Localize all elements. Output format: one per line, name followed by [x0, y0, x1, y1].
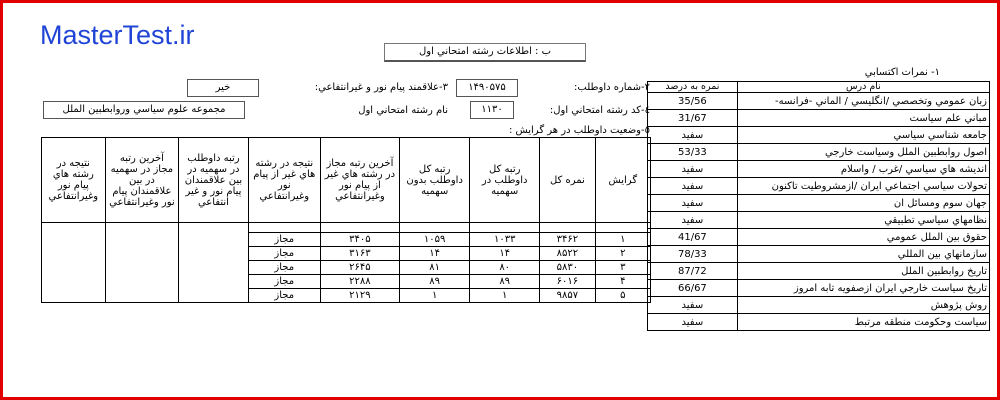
candidate-id-value: ۱۴۹۰۵۷۵	[456, 79, 518, 97]
course-name: تحولات سياسي اجتماعي ايران /ازمشروطيت تاكنون	[737, 178, 989, 195]
ranks-header-cell: گرايش	[595, 138, 650, 223]
rank-cell-rank-nq: ۱۴	[400, 247, 470, 261]
ranks-spacer-row	[42, 223, 651, 233]
grade-row	[648, 246, 990, 263]
course-name: اصول روابطبين الملل وسياست خارجي	[737, 144, 989, 161]
rank-cell-score: ۹۸۵۷	[540, 289, 595, 303]
rank-cell-empty	[179, 289, 249, 303]
course-score: سفيد	[648, 178, 738, 195]
course-score: 41/67	[648, 229, 738, 246]
ranks-header-cell: نمره كل	[540, 138, 595, 223]
rank-row	[42, 261, 651, 275]
rank-cell-empty	[105, 233, 178, 247]
grade-row	[648, 280, 990, 297]
candidate-id-label: ٢-شماره داوطلب:	[574, 82, 650, 93]
grade-row	[648, 127, 990, 144]
course-score: 35/56	[648, 93, 738, 110]
course-name: روش پژوهش	[737, 297, 989, 314]
rank-cell-result: مجاز	[248, 289, 320, 303]
rank-cell-result: مجاز	[248, 247, 320, 261]
course-score: 66/67	[648, 280, 738, 297]
rank-cell-rank-q: ۸۹	[470, 275, 540, 289]
grade-row	[648, 263, 990, 280]
ranks-header-cell: آخرين رتبه مجاز در سهميه در بين علاقمندان پيام نور وغيرانتفاعي	[105, 138, 178, 223]
course-score: 87/72	[648, 263, 738, 280]
rank-cell-rank-q: ۱۴	[470, 247, 540, 261]
course-name: زبان عمومي وتخصصي /انگليسي / الماني -فرانسه-	[737, 93, 989, 110]
grade-row	[648, 144, 990, 161]
course-name: انديشه هاي سياسي /غرب / واسلام	[737, 161, 989, 178]
rank-cell-rank-nq: ۱	[400, 289, 470, 303]
ranks-header-cell: رتبه كل داوطلب بدون سهميه	[400, 138, 470, 223]
course-name: حقوق بين الملل عمومي	[737, 229, 989, 246]
rank-cell-empty	[42, 261, 106, 275]
ranks-header-cell: آخرين رتبه مجاز در رشته هاي غير از پيام نور وغيرانتفاعي	[320, 138, 399, 223]
ranks-header-cell: نتيجه در رشته هاي غير از پيام نور وغيرانتفاعي	[248, 138, 320, 223]
rank-cell-score: ۳۴۶۲	[540, 233, 595, 247]
grades-title: ١- نمرات اكتسابي	[864, 67, 940, 78]
ranks-header-cell: رتبه كل داوطلب در سهميه	[470, 138, 540, 223]
course-name: نظامهاي سياسي تطبيقي	[737, 212, 989, 229]
rank-cell-rank-q: ۸۰	[470, 261, 540, 275]
rank-cell-empty	[179, 233, 249, 247]
ranks-table	[41, 137, 651, 303]
grade-row	[648, 229, 990, 246]
rank-cell-result: مجاز	[248, 275, 320, 289]
rank-cell-empty	[179, 275, 249, 289]
grade-row	[648, 93, 990, 110]
field-name-label: نام رشته امتحاني اول	[358, 105, 448, 116]
course-score: 78/33	[648, 246, 738, 263]
site-watermark: MasterTest.ir	[40, 20, 195, 50]
course-score: 31/67	[648, 110, 738, 127]
rank-row	[42, 275, 651, 289]
course-score: سفيد	[648, 127, 738, 144]
rank-cell-empty	[42, 289, 106, 303]
rank-cell-empty	[42, 275, 106, 289]
rank-cell-empty	[105, 247, 178, 261]
ranks-header-cell: رتبه داوطلب در سهميه در بين علاقمندان پيام نور و غير انتفاعي	[179, 138, 249, 223]
rank-cell-last: ۲۶۴۵	[320, 261, 399, 275]
rank-cell-last: ۲۲۸۸	[320, 275, 399, 289]
rank-row	[42, 289, 651, 303]
field-code-label: ٤-كد رشته امتحاني اول:	[549, 105, 650, 116]
rank-cell-score: ۵۸۳۰	[540, 261, 595, 275]
rank-cell-last: ۳۱۶۳	[320, 247, 399, 261]
rank-cell-g: ۴	[595, 275, 650, 289]
rank-cell-empty	[105, 261, 178, 275]
course-score: سفيد	[648, 195, 738, 212]
rank-cell-empty	[42, 247, 106, 261]
section-title: ب : اطلاعات رشته امتحاني اول	[384, 43, 586, 62]
course-score: 53/33	[648, 144, 738, 161]
rank-cell-empty	[179, 247, 249, 261]
ranks-header-cell: نتيجه در رشته هاي پيام نور وغيرانتفاعي	[42, 138, 106, 223]
rank-cell-g: ۵	[595, 289, 650, 303]
field-code-value: ۱۱۳۰	[470, 101, 514, 119]
course-score: سفيد	[648, 161, 738, 178]
rank-cell-rank-nq: ۸۱	[400, 261, 470, 275]
course-name: تاريخ سياست خارجي ايران ازصفويه تابه امروز	[737, 280, 989, 297]
course-name: مباني علم سياست	[737, 110, 989, 127]
rank-cell-rank-nq: ۱۰۵۹	[400, 233, 470, 247]
grade-row	[648, 178, 990, 195]
rank-cell-score: ۸۵۲۲	[540, 247, 595, 261]
rank-cell-empty	[105, 289, 178, 303]
rank-cell-last: ۳۴۰۵	[320, 233, 399, 247]
course-name: سازمانهاي بين المللي	[737, 246, 989, 263]
course-header: نام درس	[737, 82, 989, 93]
course-name: سياست وحكومت منطقه مرتبط	[737, 314, 989, 331]
course-score: سفيد	[648, 297, 738, 314]
status-label: ٥-وضعيت داوطلب در هر گرايش :	[508, 125, 650, 136]
score-header: نمره به درصد	[648, 82, 738, 93]
rank-cell-score: ۶۰۱۶	[540, 275, 595, 289]
course-score: سفيد	[648, 314, 738, 331]
rank-cell-empty	[42, 233, 106, 247]
rank-cell-rank-q: ۱۰۳۳	[470, 233, 540, 247]
rank-cell-rank-nq: ۸۹	[400, 275, 470, 289]
grade-row	[648, 195, 990, 212]
rank-cell-empty	[105, 275, 178, 289]
rank-cell-g: ۲	[595, 247, 650, 261]
grade-row	[648, 314, 990, 331]
grades-header-row	[648, 82, 990, 93]
rank-cell-g: ۳	[595, 261, 650, 275]
grade-row	[648, 161, 990, 178]
rank-row	[42, 247, 651, 261]
course-score: سفيد	[648, 212, 738, 229]
ranks-header-row	[42, 138, 651, 223]
rank-cell-empty	[179, 261, 249, 275]
rank-cell-result: مجاز	[248, 261, 320, 275]
interest-value: خير	[187, 79, 259, 97]
rank-cell-rank-q: ۱	[470, 289, 540, 303]
rank-row	[42, 233, 651, 247]
rank-cell-g: ۱	[595, 233, 650, 247]
rank-cell-last: ۲۱۲۹	[320, 289, 399, 303]
grades-table	[647, 81, 990, 331]
course-name: جامعه شناسي سياسي	[737, 127, 989, 144]
grade-row	[648, 212, 990, 229]
rank-cell-result: مجاز	[248, 233, 320, 247]
grade-row	[648, 110, 990, 127]
course-name: تاريخ روابطبين الملل	[737, 263, 989, 280]
course-name: جهان سوم ومسائل ان	[737, 195, 989, 212]
field-name-value: مجموعه علوم سياسي وروابطبين الملل	[43, 101, 245, 119]
grade-row	[648, 297, 990, 314]
interest-label: ٣-علاقمند پيام نور و غيرانتفاعي:	[314, 82, 448, 93]
